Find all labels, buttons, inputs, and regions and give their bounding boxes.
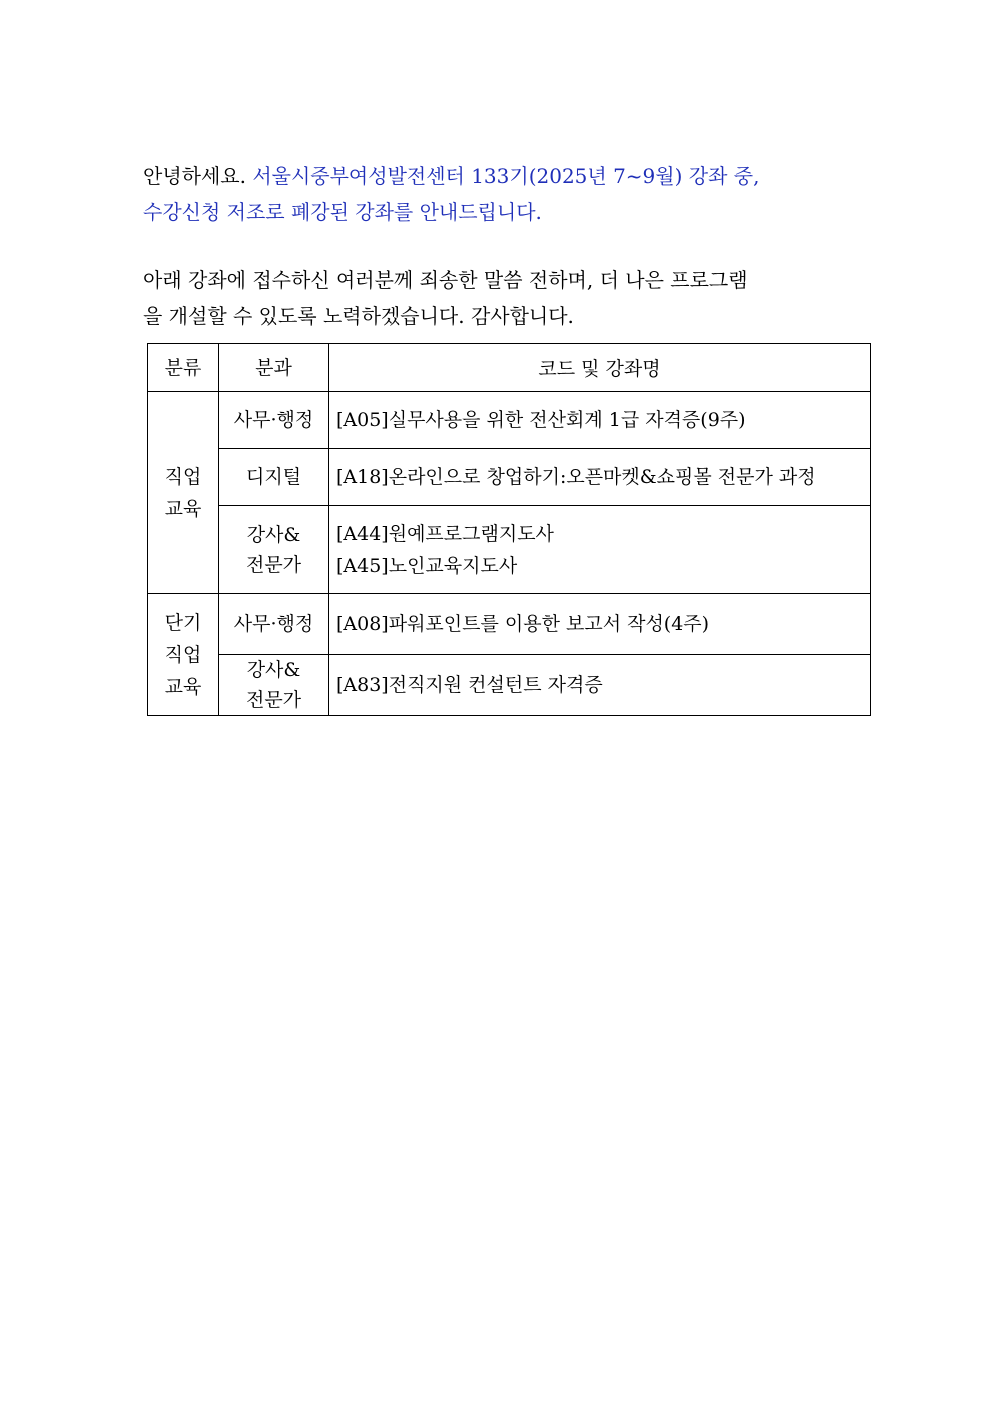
center-notice-text: 서울시중부여성발전센터 133기(2025년 7~9월) 강좌 중, — [252, 164, 760, 188]
department-cell — [219, 449, 329, 506]
category-line: 직업 — [164, 465, 202, 488]
course-name: [A08]파워포인트를 이용한 보고서 작성(4주) — [336, 613, 710, 635]
header-course: 코드 및 강좌명 — [329, 344, 871, 392]
cancellation-notice-text: 수강신청 저조로 폐강된 강좌를 안내드립니다. — [143, 200, 542, 224]
table-row — [148, 506, 871, 594]
category-line: 교육 — [164, 497, 202, 520]
greeting-text: 안녕하세요. — [143, 164, 246, 188]
course-cell — [329, 594, 871, 655]
header-category: 분류 — [148, 344, 219, 392]
department-cell — [219, 506, 329, 594]
course-cell — [329, 449, 871, 506]
apology-line-1: 아래 강좌에 접수하신 여러분께 죄송한 말씀 전하며, 더 나은 프로그램 — [143, 268, 748, 292]
department-cell — [219, 655, 329, 716]
table-row — [148, 655, 871, 716]
course-cell — [329, 506, 871, 594]
course-name: [A83]전직지원 컨설턴트 자격증 — [336, 674, 603, 696]
department-line: 전문가 — [245, 689, 302, 711]
department-line: 전문가 — [245, 553, 302, 576]
table-row — [148, 392, 871, 449]
cancelled-courses-table — [147, 343, 871, 716]
category-cell — [148, 392, 219, 594]
department-cell — [219, 392, 329, 449]
department-line: 강사& — [246, 523, 301, 546]
department-line: 디지털 — [245, 466, 302, 488]
header-department: 분과 — [219, 344, 329, 392]
category-line: 교육 — [164, 675, 202, 698]
course-name: [A18]온라인으로 창업하기:오픈마켓&쇼핑몰 전문가 과정 — [336, 466, 816, 488]
table-header-row — [148, 344, 871, 392]
intro-paragraph — [143, 158, 855, 230]
category-line: 단기 — [164, 611, 202, 634]
intro-line-1 — [143, 158, 855, 194]
course-name: [A44]원예프로그램지도사 — [336, 522, 554, 545]
course-cell — [329, 655, 871, 716]
course-name: [A05]실무사용을 위한 전산회계 1급 자격증(9주) — [336, 409, 746, 431]
department-line: 사무·행정 — [233, 409, 314, 431]
category-cell — [148, 594, 219, 716]
apology-line-2: 을 개설할 수 있도록 노력하겠습니다. 감사합니다. — [143, 304, 574, 328]
category-line: 직업 — [164, 643, 202, 666]
course-name: [A45]노인교육지도사 — [336, 554, 518, 577]
table-row — [148, 449, 871, 506]
department-line: 강사& — [246, 659, 301, 681]
department-line: 사무·행정 — [233, 613, 314, 635]
table-row — [148, 594, 871, 655]
course-cell — [329, 392, 871, 449]
apology-paragraph — [143, 262, 855, 334]
department-cell — [219, 594, 329, 655]
